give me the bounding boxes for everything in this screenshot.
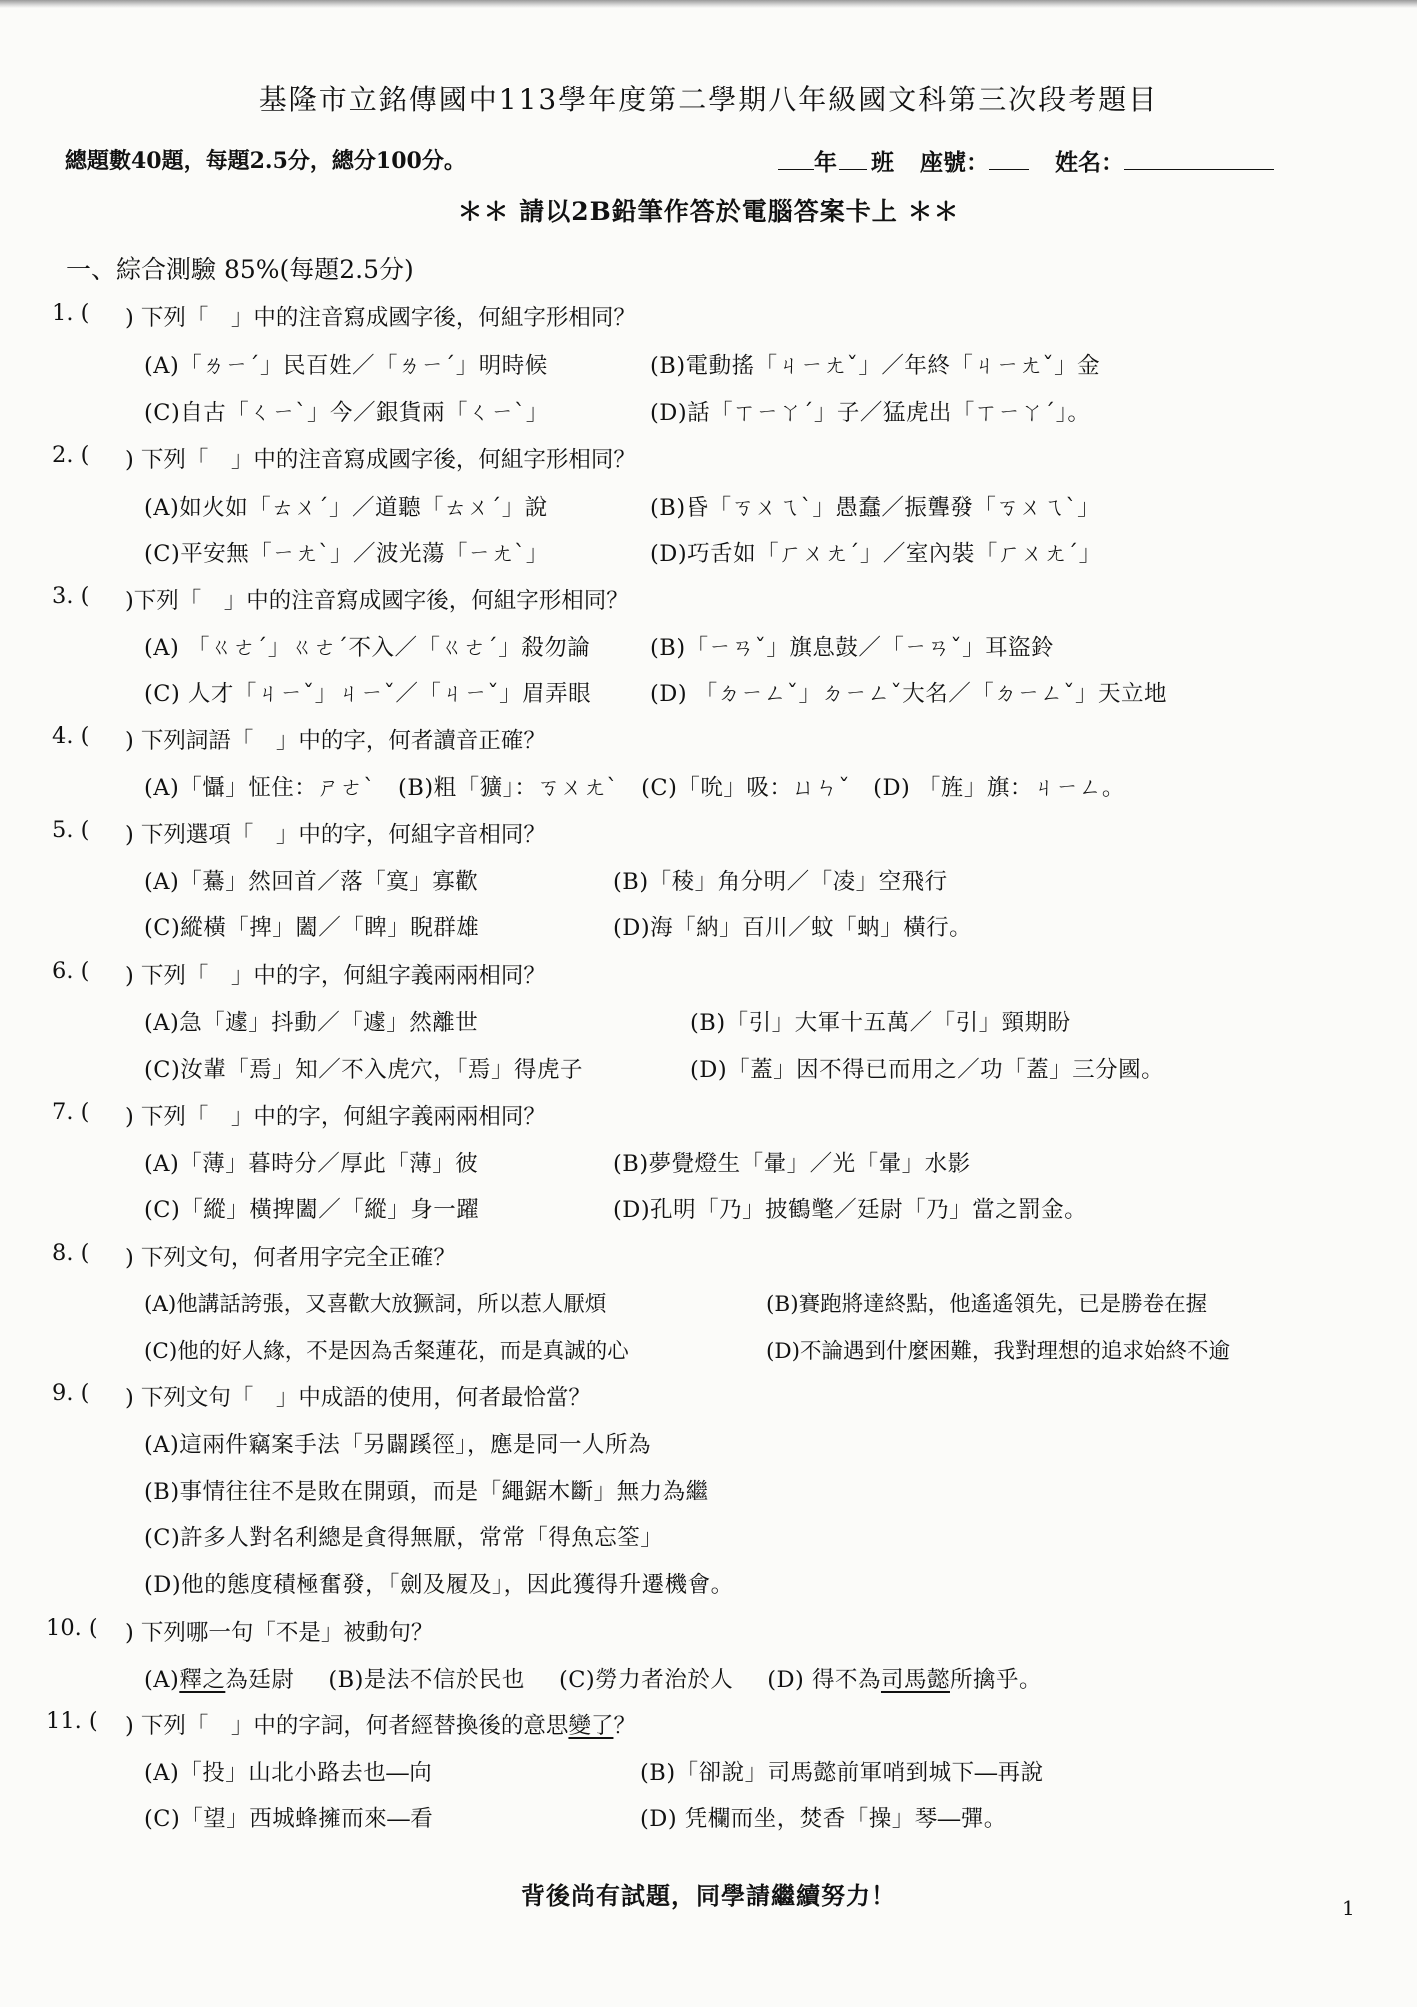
option-c: (C)勞力者治於人 [558,1667,734,1693]
scan-edge [0,0,1417,8]
exam-meta: 總題數40題，每題2.5分，總分100分。 [65,148,466,174]
option-a-label: (A) [144,1667,180,1693]
question-text: ) 下列哪一句「不是」被動句？ [125,1620,434,1646]
emphasis-underline: 變了 [568,1713,614,1739]
exam-title: 基隆市立銘傳國中113學年度第二學期八年級國文科第三次段考題目 [258,83,1159,116]
option-a: (A)急「遽」抖動／「遽」然離世 [144,1010,479,1036]
class-blank [839,147,867,170]
option-d: (D)他的態度積極奮發，「劍及履及」，因此獲得升遷機會。 [144,1572,734,1598]
option-b: (B)「稜」角分明／「凌」空飛行 [613,869,948,895]
option-c: (C)他的好人緣，不是因為舌粲蓮花，而是真誠的心 [144,1339,629,1364]
continue-notice: 背後尚有試題，同學請繼續努力！ [521,1881,896,1910]
question-number: 6. ( [52,958,90,984]
option-c: (C)汝輩「焉」知／不入虎穴，「焉」得虎子 [144,1057,584,1083]
option-a-text: 為廷尉 [225,1667,295,1693]
option-c: (C)許多人對名利總是貪得無厭，常常「得魚忘筌」 [144,1525,664,1551]
option-d-label: (D) 得不為 [767,1667,881,1693]
seat-blank [989,147,1029,170]
option-a: (A)如火如「ㄊㄨˊ」／道聽「ㄊㄨˊ」說 [144,495,548,521]
question-number: 7. ( [52,1099,90,1125]
question-text: ) 下列「 」中的字詞，何者經替換後的意思變了？ [125,1713,636,1739]
student-info-fields [778,144,1274,177]
proper-noun: 釋之 [179,1667,226,1693]
question-text: ) 下列「 」中的注音寫成國字後，何組字形相同？ [125,447,636,473]
option-d: (D)海「納」百川／蚊「蚋」橫行。 [613,915,973,941]
question-number: 5. ( [52,817,90,843]
section-title: 一、綜合測驗 85%(每題2.5分) [66,255,414,284]
option-a: (A) 「ㄍㄜˊ」ㄍㄜˊ不入／「ㄍㄜˊ」殺勿論 [144,635,591,661]
option-d: (D)「蓋」因不得已而用之／功「蓋」三分國。 [690,1057,1165,1083]
question-text: ) 下列選項「 」中的字，何組字音相同？ [125,822,546,848]
option-a: (A)「投」山北小路去也―向 [144,1760,433,1786]
option-b: (B)是法不信於民也 [328,1667,525,1693]
page-number: 1 [1342,1896,1355,1920]
name-blank [1124,147,1274,170]
question-number: 3. ( [52,583,90,609]
option-d-text: 所擒乎。 [949,1667,1042,1693]
question-number: 11. ( [46,1708,98,1734]
option-a: (A)這兩件竊案手法「另闢蹊徑」，應是同一人所為 [144,1432,652,1458]
option-row [144,1662,1042,1694]
proper-noun: 司馬懿 [880,1667,950,1693]
question-number: 9. ( [52,1380,90,1406]
option-a: (A)他講話誇張，又喜歡大放獗詞，所以惹人厭煩 [144,1292,607,1317]
option-row: (A)「懾」怔住：ㄕㄜˋ (B)粗「獷」：ㄎㄨㄤˋ (C)「吮」吸：ㄩㄣˇ (D) 「旌」旗：ㄐㄧㄥ。 [144,775,1125,801]
option-c: (C) 人才「ㄐㄧˇ」ㄐㄧˇ／「ㄐㄧˇ」眉弄眼 [144,681,592,707]
year-label: 年 [814,149,837,176]
question-number: 10. ( [46,1615,98,1641]
option-a: (A)「ㄌㄧˊ」民百姓／「ㄌㄧˊ」明時候 [144,353,548,379]
question-number: 8. ( [52,1240,90,1266]
question-text: ) 下列「 」中的字，何組字義兩兩相同？ [125,1104,546,1130]
option-b: (B)「ㄧㄢˇ」旗息鼓／「ㄧㄢˇ」耳盜鈴 [650,635,1055,661]
question-number: 4. ( [52,723,90,749]
option-b: (B)「引」大軍十五萬／「引」頸期盼 [690,1010,1071,1036]
option-b: (B)電動搖「ㄐㄧㄤˇ」／年終「ㄐㄧㄤˇ」金 [650,353,1101,379]
option-c: (C)自古「ㄑㄧˋ」今／銀貨兩「ㄑㄧˋ」 [144,400,549,426]
option-d: (D)巧舌如「ㄏㄨㄤˊ」／室內裝「ㄏㄨㄤˊ」 [650,541,1102,567]
option-d: (D)不論遇到什麼困難，我對理想的追求始終不逾 [766,1339,1231,1364]
option-b: (B)「卻說」司馬懿前軍哨到城下―再說 [640,1760,1044,1786]
option-d: (D)孔明「乃」披鶴氅／廷尉「乃」當之罰金。 [613,1197,1088,1223]
class-label: 班 [871,149,894,176]
question-text: )下列「 」中的注音寫成國字後，何組字形相同？ [125,588,629,614]
question-text: ) 下列文句，何者用字完全正確？ [125,1245,456,1271]
option-a: (A)「驀」然回首／落「寞」寡歡 [144,869,479,895]
option-d: (D) 「ㄉㄧㄥˇ」ㄉㄧㄥˇ大名／「ㄉㄧㄥˇ」天立地 [650,681,1167,707]
question-text: ) 下列文句「 」中成語的使用，何者最恰當？ [125,1385,591,1411]
option-d: (D)話「ㄒㄧㄚˊ」子／猛虎出「ㄒㄧㄚˊ」。 [650,400,1091,426]
option-c: (C)平安無「ㄧㄤˋ」／波光蕩「ㄧㄤˋ」 [144,541,549,567]
name-label: 姓名： [1055,149,1124,176]
seat-label: 座號： [920,149,989,176]
option-a: (A)「薄」暮時分／厚此「薄」彼 [144,1151,479,1177]
option-d: (D) 凭欄而坐，焚香「操」琴―彈。 [640,1806,1007,1832]
option-c: (C)「望」西城蜂擁而來―看 [144,1806,434,1832]
year-blank [778,147,814,170]
option-b: (B)賽跑將達終點，他遙遙領先，已是勝卷在握 [766,1292,1208,1317]
option-c: (C)「縱」橫捭闔／「縱」身一躍 [144,1197,480,1223]
answer-instruction: ＊＊ 請以2B鉛筆作答於電腦答案卡上 ＊＊ [457,197,960,226]
question-text: ) 下列「 」中的注音寫成國字後，何組字形相同？ [125,305,636,331]
question-text: ) 下列詞語「 」中的字，何者讀音正確？ [125,728,546,754]
question-number: 1. ( [52,300,90,326]
option-b: (B)夢覺燈生「暈」／光「暈」水影 [613,1151,971,1177]
option-b: (B)昏「ㄎㄨㄟˋ」愚蠢／振聾發「ㄎㄨㄟˋ」 [650,495,1101,521]
option-b: (B)事情往往不是敗在開頭，而是「繩鋸木斷」無力為繼 [144,1479,709,1505]
question-text: ) 下列「 」中的字，何組字義兩兩相同？ [125,963,546,989]
question-number: 2. ( [52,442,90,468]
option-c: (C)縱橫「捭」闔／「睥」睨群雄 [144,915,480,941]
